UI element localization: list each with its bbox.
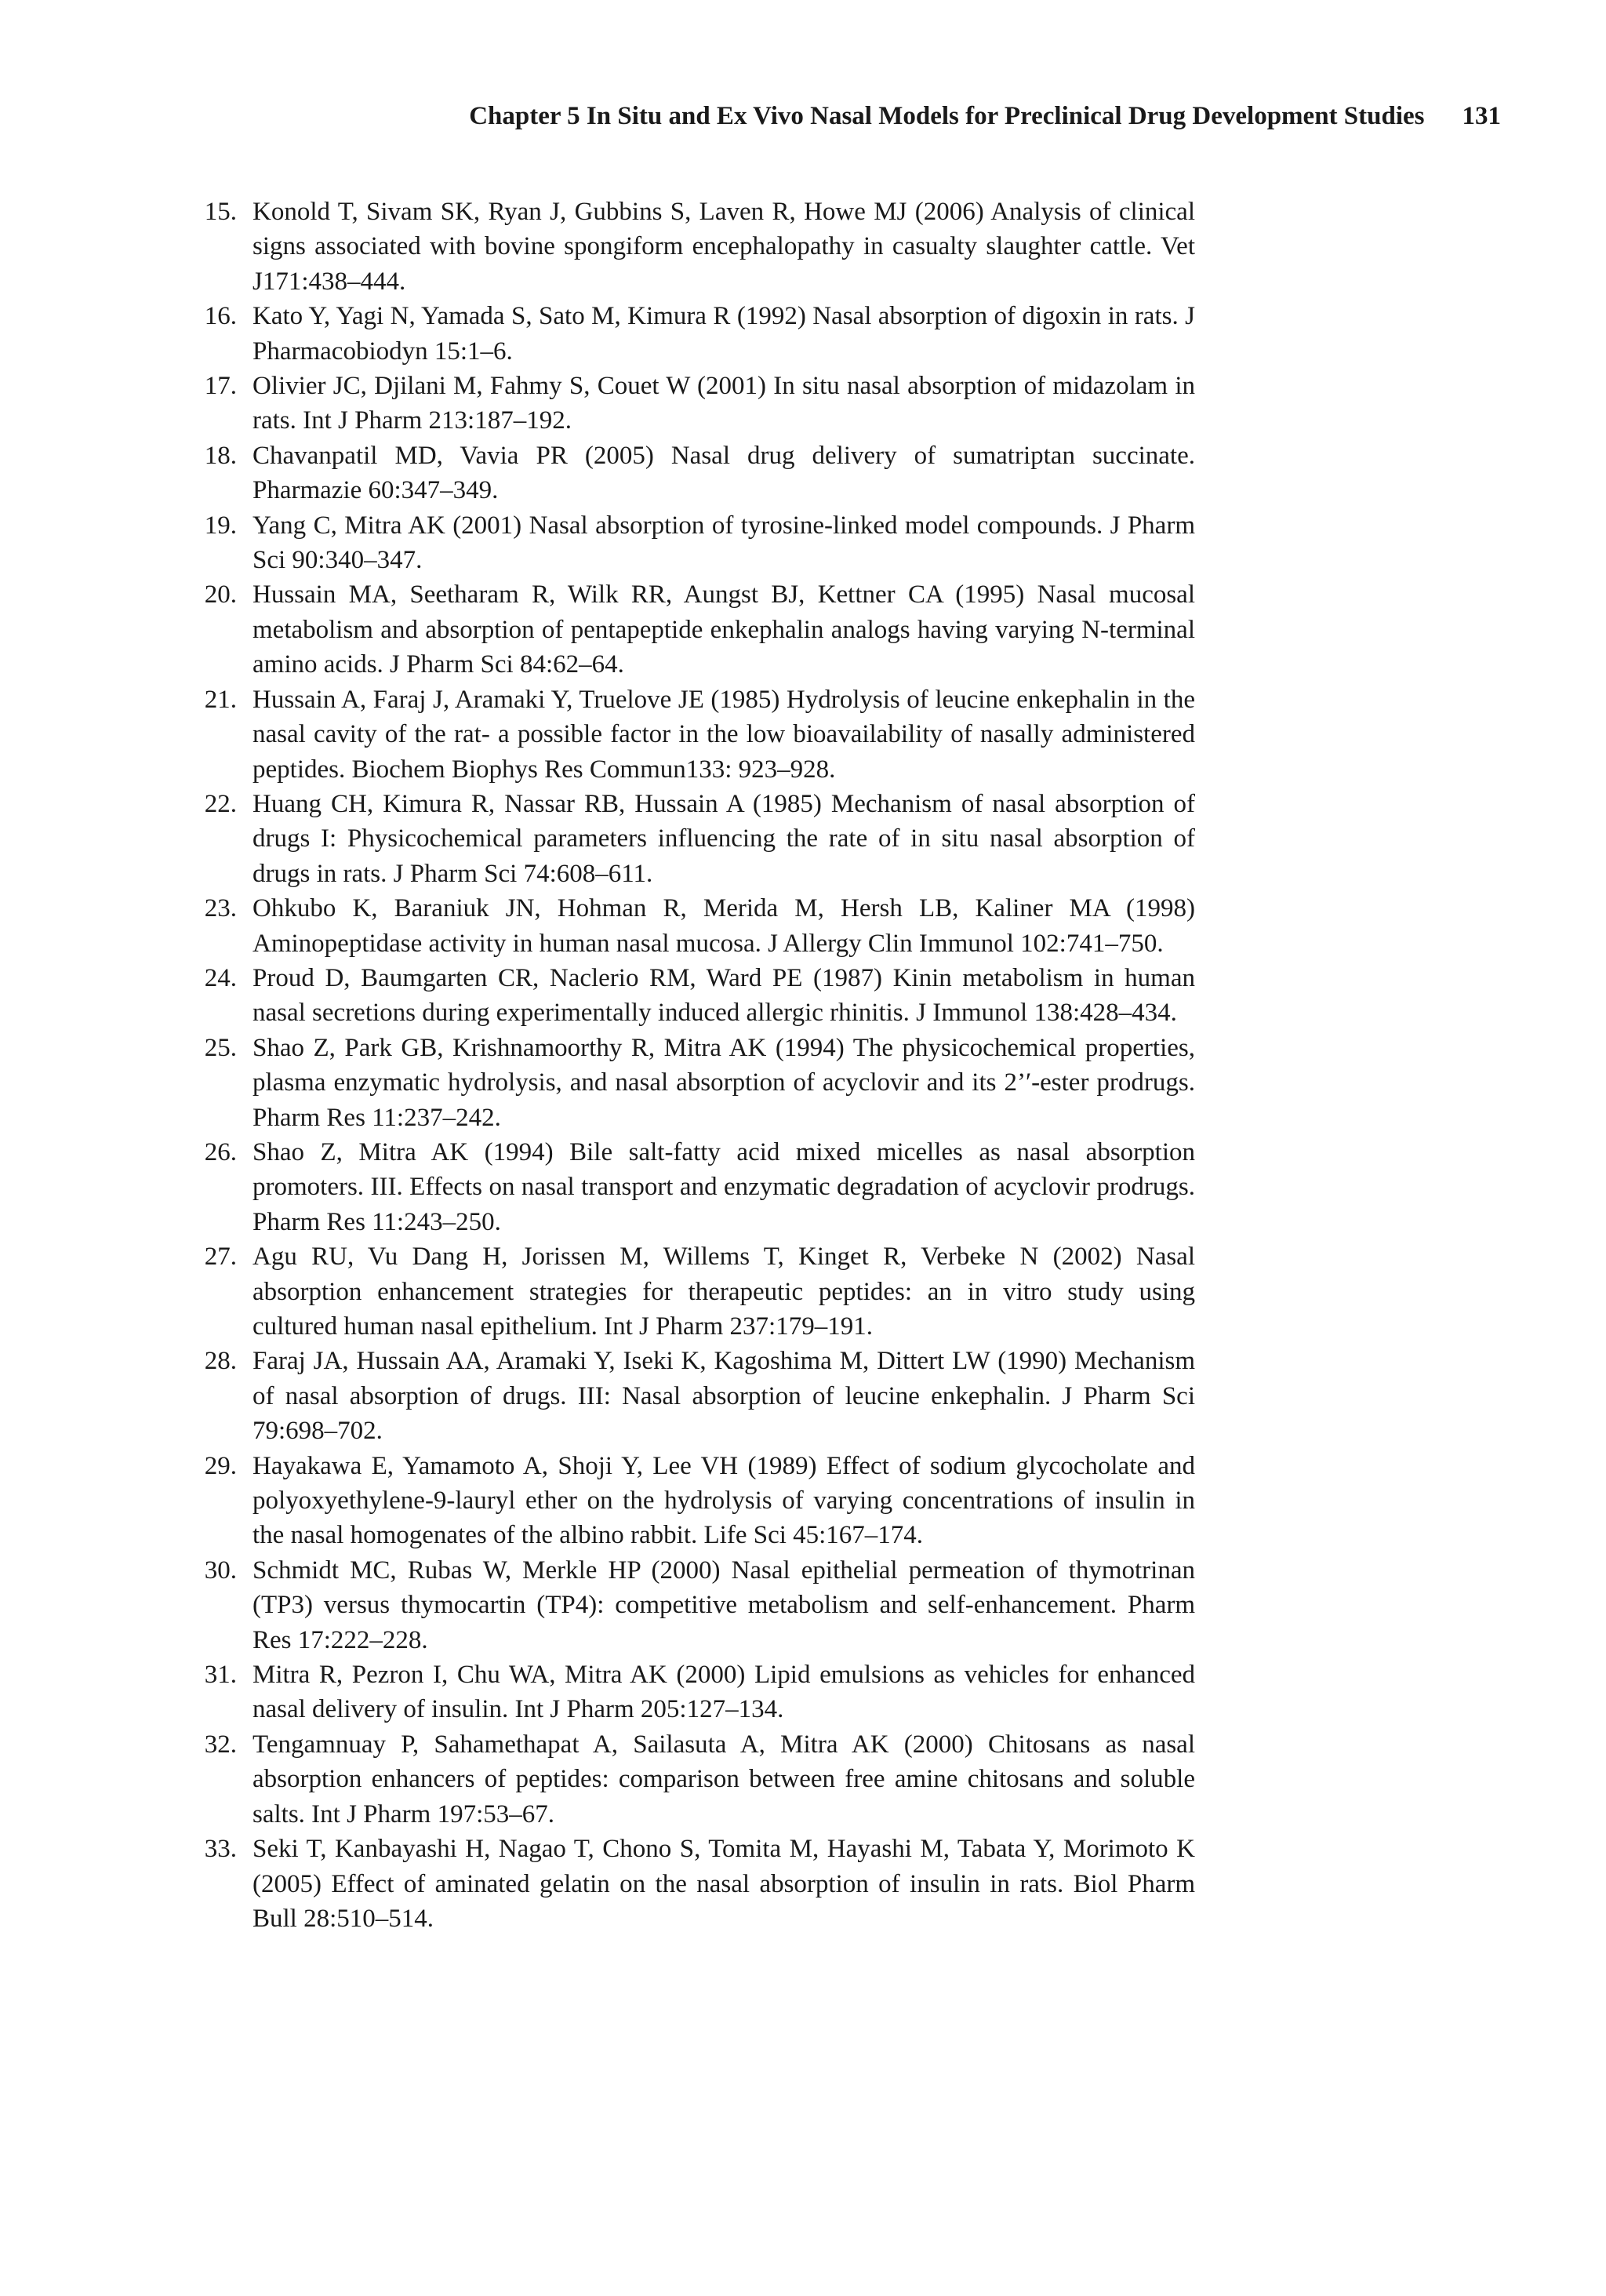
- reference-number: 18.: [204, 441, 237, 470]
- reference-item: [196, 787, 1195, 891]
- reference-number: 16.: [204, 302, 237, 331]
- reference-text: Hussain MA, Seetharam R, Wilk RR, Aungst BJ, Kettner CA (1995) Nasal mucosal metabolism and absorption of pentapeptide enkephalin analogs having varying N-terminal amino acids. J Pharm Sci 84:62–64.: [253, 580, 1195, 679]
- reference-item: [196, 299, 1195, 369]
- reference-item: [196, 1344, 1195, 1448]
- reference-number: 28.: [204, 1347, 237, 1376]
- reference-number: 33.: [204, 1835, 237, 1864]
- reference-number: 27.: [204, 1243, 237, 1272]
- reference-text: Ohkubo K, Baraniuk JN, Hohman R, Merida M, Hersh LB, Kaliner MA (1998) Aminopeptidase activity in human nasal mucosa. J Allergy Clin Immunol 102:741–750.: [253, 894, 1195, 958]
- reference-item: [196, 1031, 1195, 1135]
- reference-text: Shao Z, Park GB, Krishnamoorthy R, Mitra AK (1994) The physicochemical properties, plasma enzymatic hydrolysis, and nasal absorption of acyclovir and its 2’′-ester prodrugs. Pharm Res 11:237–242.: [253, 1033, 1195, 1132]
- reference-text: Huang CH, Kimura R, Nassar RB, Hussain A (1985) Mechanism of nasal absorption of drugs I: Physicochemical parameters influencing the rate of in situ nasal absorption of drugs in rats. J Pharm Sci 74:608–611.: [253, 789, 1195, 888]
- reference-text: Chavanpatil MD, Vavia PR (2005) Nasal drug delivery of sumatriptan succinate. Pharmazie 60:347–349.: [253, 441, 1195, 505]
- reference-text: Yang C, Mitra AK (2001) Nasal absorption of tyrosine-linked model compounds. J Pharm Sci 90:340–347.: [253, 511, 1195, 575]
- reference-text: Konold T, Sivam SK, Ryan J, Gubbins S, Laven R, Howe MJ (2006) Analysis of clinical signs associated with bovine spongiform encephalopathy in casualty slaughter cattle. Vet J171:438–444.: [253, 198, 1195, 296]
- reference-text: Schmidt MC, Rubas W, Merkle HP (2000) Nasal epithelial permeation of thymotrinan (TP3) versus thymocartin (TP4): competitive metabolism and self-enhancement. Pharm Res 17:222–228.: [253, 1556, 1195, 1654]
- reference-number: 32.: [204, 1730, 237, 1759]
- reference-number: 15.: [204, 198, 237, 226]
- reference-item: [196, 508, 1195, 578]
- reference-text: Hussain A, Faraj J, Aramaki Y, Truelove JE (1985) Hydrolysis of leucine enkephalin in the nasal cavity of the rat- a possible factor in the low bioavailability of nasally administered peptides. Biochem Biophys Res Commun133: 923–928.: [253, 685, 1195, 784]
- reference-text: Proud D, Baumgarten CR, Naclerio RM, Ward PE (1987) Kinin metabolism in human nasal secretions during experimentally induced allergic rhinitis. J Immunol 138:428–434.: [253, 963, 1195, 1028]
- reference-item: [196, 1449, 1195, 1553]
- reference-item: [196, 369, 1195, 438]
- reference-number: 24.: [204, 963, 237, 992]
- reference-item: [196, 1135, 1195, 1239]
- reference-item: [196, 961, 1195, 1031]
- reference-item: [196, 1553, 1195, 1657]
- reference-item: [196, 577, 1195, 682]
- reference-list: [196, 195, 1195, 1936]
- page-number: 131: [1462, 102, 1501, 130]
- reference-number: 23.: [204, 894, 237, 923]
- reference-text: Seki T, Kanbayashi H, Nagao T, Chono S, Tomita M, Hayashi M, Tabata Y, Morimoto K (2005) Effect of aminated gelatin on the nasal absorption of insulin in rats. Biol Pharm Bull 28:510–514.: [253, 1835, 1195, 1933]
- reference-text: Shao Z, Mitra AK (1994) Bile salt-fatty acid mixed micelles as nasal absorption promoters. III. Effects on nasal transport and enzymatic degradation of acyclovir prodrugs. Pharm Res 11:243–250.: [253, 1137, 1195, 1236]
- reference-item: [196, 682, 1195, 787]
- reference-item: [196, 1657, 1195, 1727]
- reference-number: 31.: [204, 1661, 237, 1690]
- reference-item: [196, 195, 1195, 299]
- reference-number: 20.: [204, 580, 237, 609]
- reference-item: [196, 438, 1195, 508]
- reference-item: [196, 891, 1195, 961]
- reference-item: [196, 1727, 1195, 1832]
- reference-text: Hayakawa E, Yamamoto A, Shoji Y, Lee VH (1989) Effect of sodium glycocholate and polyoxyethylene-9-lauryl ether on the hydrolysis of varying concentrations of insulin in the nasal homogenates of the albino rabbit. Life Sci 45:167–174.: [253, 1451, 1195, 1550]
- reference-item: [196, 1239, 1195, 1344]
- reference-number: 19.: [204, 511, 237, 540]
- reference-text: Kato Y, Yagi N, Yamada S, Sato M, Kimura R (1992) Nasal absorption of digoxin in rats. J Pharmacobiodyn 15:1–6.: [253, 302, 1195, 366]
- reference-text: Mitra R, Pezron I, Chu WA, Mitra AK (2000) Lipid emulsions as vehicles for enhanced nasal delivery of insulin. Int J Pharm 205:127–134.: [253, 1661, 1195, 1724]
- reference-number: 25.: [204, 1033, 237, 1062]
- reference-text: Agu RU, Vu Dang H, Jorissen M, Willems T, Kinget R, Verbeke N (2002) Nasal absorption enhancement strategies for therapeutic peptides: an in vitro study using cultured human nasal epithelium. Int J Pharm 237:179–191.: [253, 1243, 1195, 1341]
- running-head: [196, 99, 1501, 133]
- reference-text: Faraj JA, Hussain AA, Aramaki Y, Iseki K, Kagoshima M, Dittert LW (1990) Mechanism of nasal absorption of drugs. III: Nasal absorption of leucine enkephalin. J Pharm Sci 79:698–702.: [253, 1347, 1195, 1446]
- reference-number: 29.: [204, 1451, 237, 1480]
- running-title: Chapter 5 In Situ and Ex Vivo Nasal Models for Preclinical Drug Development Studies: [469, 102, 1425, 130]
- reference-text: Tengamnuay P, Sahamethapat A, Sailasuta A, Mitra AK (2000) Chitosans as nasal absorption enhancers of peptides: comparison between free amine chitosans and soluble salts. Int J Pharm 197:53–67.: [253, 1730, 1195, 1828]
- reference-text: Olivier JC, Djilani M, Fahmy S, Couet W (2001) In situ nasal absorption of midazolam in rats. Int J Pharm 213:187–192.: [253, 372, 1195, 435]
- reference-number: 30.: [204, 1556, 237, 1585]
- reference-number: 21.: [204, 685, 237, 714]
- reference-number: 22.: [204, 789, 237, 818]
- reference-item: [196, 1832, 1195, 1936]
- reference-number: 26.: [204, 1137, 237, 1166]
- reference-number: 17.: [204, 372, 237, 401]
